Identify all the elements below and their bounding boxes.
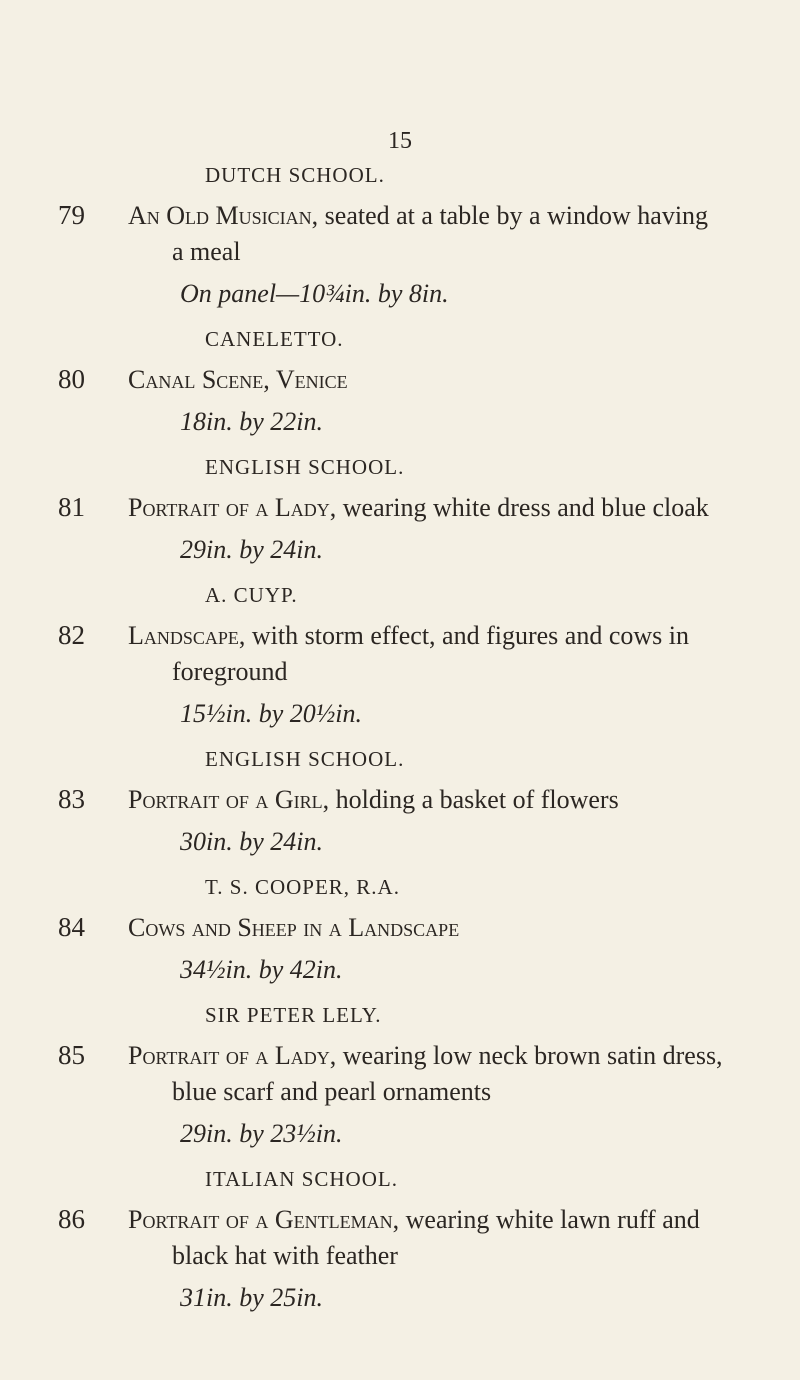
- lot-title: Landscape,: [128, 621, 246, 650]
- lot-details-continued: black hat with feather: [172, 1241, 398, 1270]
- lot-dimensions: 29in. by 24in.: [180, 535, 323, 564]
- lot-description: [128, 490, 783, 526]
- lot-details: holding a basket of flowers: [329, 785, 619, 814]
- lot-title: Portrait of a Gentleman,: [128, 1205, 400, 1234]
- lots-list: [0, 158, 800, 1326]
- lot-description: [128, 910, 783, 946]
- lot-details: with storm effect, and figures and cows in: [245, 621, 689, 650]
- lot-entry: [0, 998, 800, 1152]
- lot-details: wearing low neck brown satin dress,: [336, 1041, 723, 1070]
- lot-description: [128, 618, 783, 690]
- lot-description: [128, 198, 783, 270]
- lot-number: 80: [58, 364, 85, 394]
- lot-title: Canal Scene, Venice: [128, 365, 348, 394]
- lot-dimensions: 29in. by 23½in.: [180, 1119, 343, 1148]
- school-heading: ITALIAN SCHOOL.: [205, 1167, 398, 1191]
- lot-details-continued: blue scarf and pearl ornaments: [172, 1077, 492, 1106]
- lot-row: [0, 782, 800, 818]
- lot-entry: [0, 1162, 800, 1316]
- lot-number: 86: [58, 1204, 85, 1234]
- lot-description: [128, 1202, 783, 1274]
- lot-title: An Old Musician,: [128, 201, 319, 230]
- lot-title: Portrait of a Girl,: [128, 785, 330, 814]
- lot-details-continued: foreground: [172, 657, 288, 686]
- lot-row: [0, 362, 800, 398]
- lot-dimensions: 15½in. by 20½in.: [180, 699, 362, 728]
- lot-description: [128, 362, 783, 398]
- lot-number: 84: [58, 912, 85, 942]
- lot-number: 85: [58, 1040, 85, 1070]
- lot-dimensions: 30in. by 24in.: [180, 827, 323, 856]
- page-number: 15: [388, 128, 412, 154]
- lot-entry: [0, 870, 800, 988]
- school-heading: T. S. COOPER, R.A.: [205, 875, 400, 899]
- lot-number: 83: [58, 784, 85, 814]
- lot-row: [0, 1202, 800, 1274]
- lot-dimensions: On panel—10¾in. by 8in.: [180, 279, 449, 308]
- lot-number: 79: [58, 200, 85, 230]
- lot-description: [128, 1038, 783, 1110]
- lot-details-continued: a meal: [172, 237, 241, 266]
- lot-row: [0, 618, 800, 690]
- lot-dimensions: 34½in. by 42in.: [180, 955, 343, 984]
- school-heading: SIR PETER LELY.: [205, 1003, 382, 1027]
- lot-row: [0, 1038, 800, 1110]
- lot-title: Portrait of a Lady,: [128, 493, 337, 522]
- school-heading: DUTCH SCHOOL.: [205, 163, 385, 187]
- lot-entry: [0, 742, 800, 860]
- lot-row: [0, 198, 800, 270]
- lot-row: [0, 490, 800, 526]
- lot-entry: [0, 158, 800, 312]
- lot-dimensions: 18in. by 22in.: [180, 407, 323, 436]
- lot-entry: [0, 450, 800, 568]
- lot-number: 81: [58, 492, 85, 522]
- school-heading: ENGLISH SCHOOL.: [205, 455, 405, 479]
- lot-number: 82: [58, 620, 85, 650]
- school-heading: A. CUYP.: [205, 583, 298, 607]
- school-heading: CANELETTO.: [205, 327, 344, 351]
- lot-details: wearing white lawn ruff and: [399, 1205, 700, 1234]
- lot-details: seated at a table by a window having: [318, 201, 709, 230]
- lot-entry: [0, 322, 800, 440]
- lot-entry: [0, 578, 800, 732]
- lot-dimensions: 31in. by 25in.: [180, 1283, 323, 1312]
- lot-details: wearing white dress and blue cloak: [336, 493, 709, 522]
- lot-title: Cows and Sheep in a Landscape: [128, 913, 460, 942]
- lot-description: [128, 782, 783, 818]
- lot-title: Portrait of a Lady,: [128, 1041, 337, 1070]
- lot-row: [0, 910, 800, 946]
- school-heading: ENGLISH SCHOOL.: [205, 747, 405, 771]
